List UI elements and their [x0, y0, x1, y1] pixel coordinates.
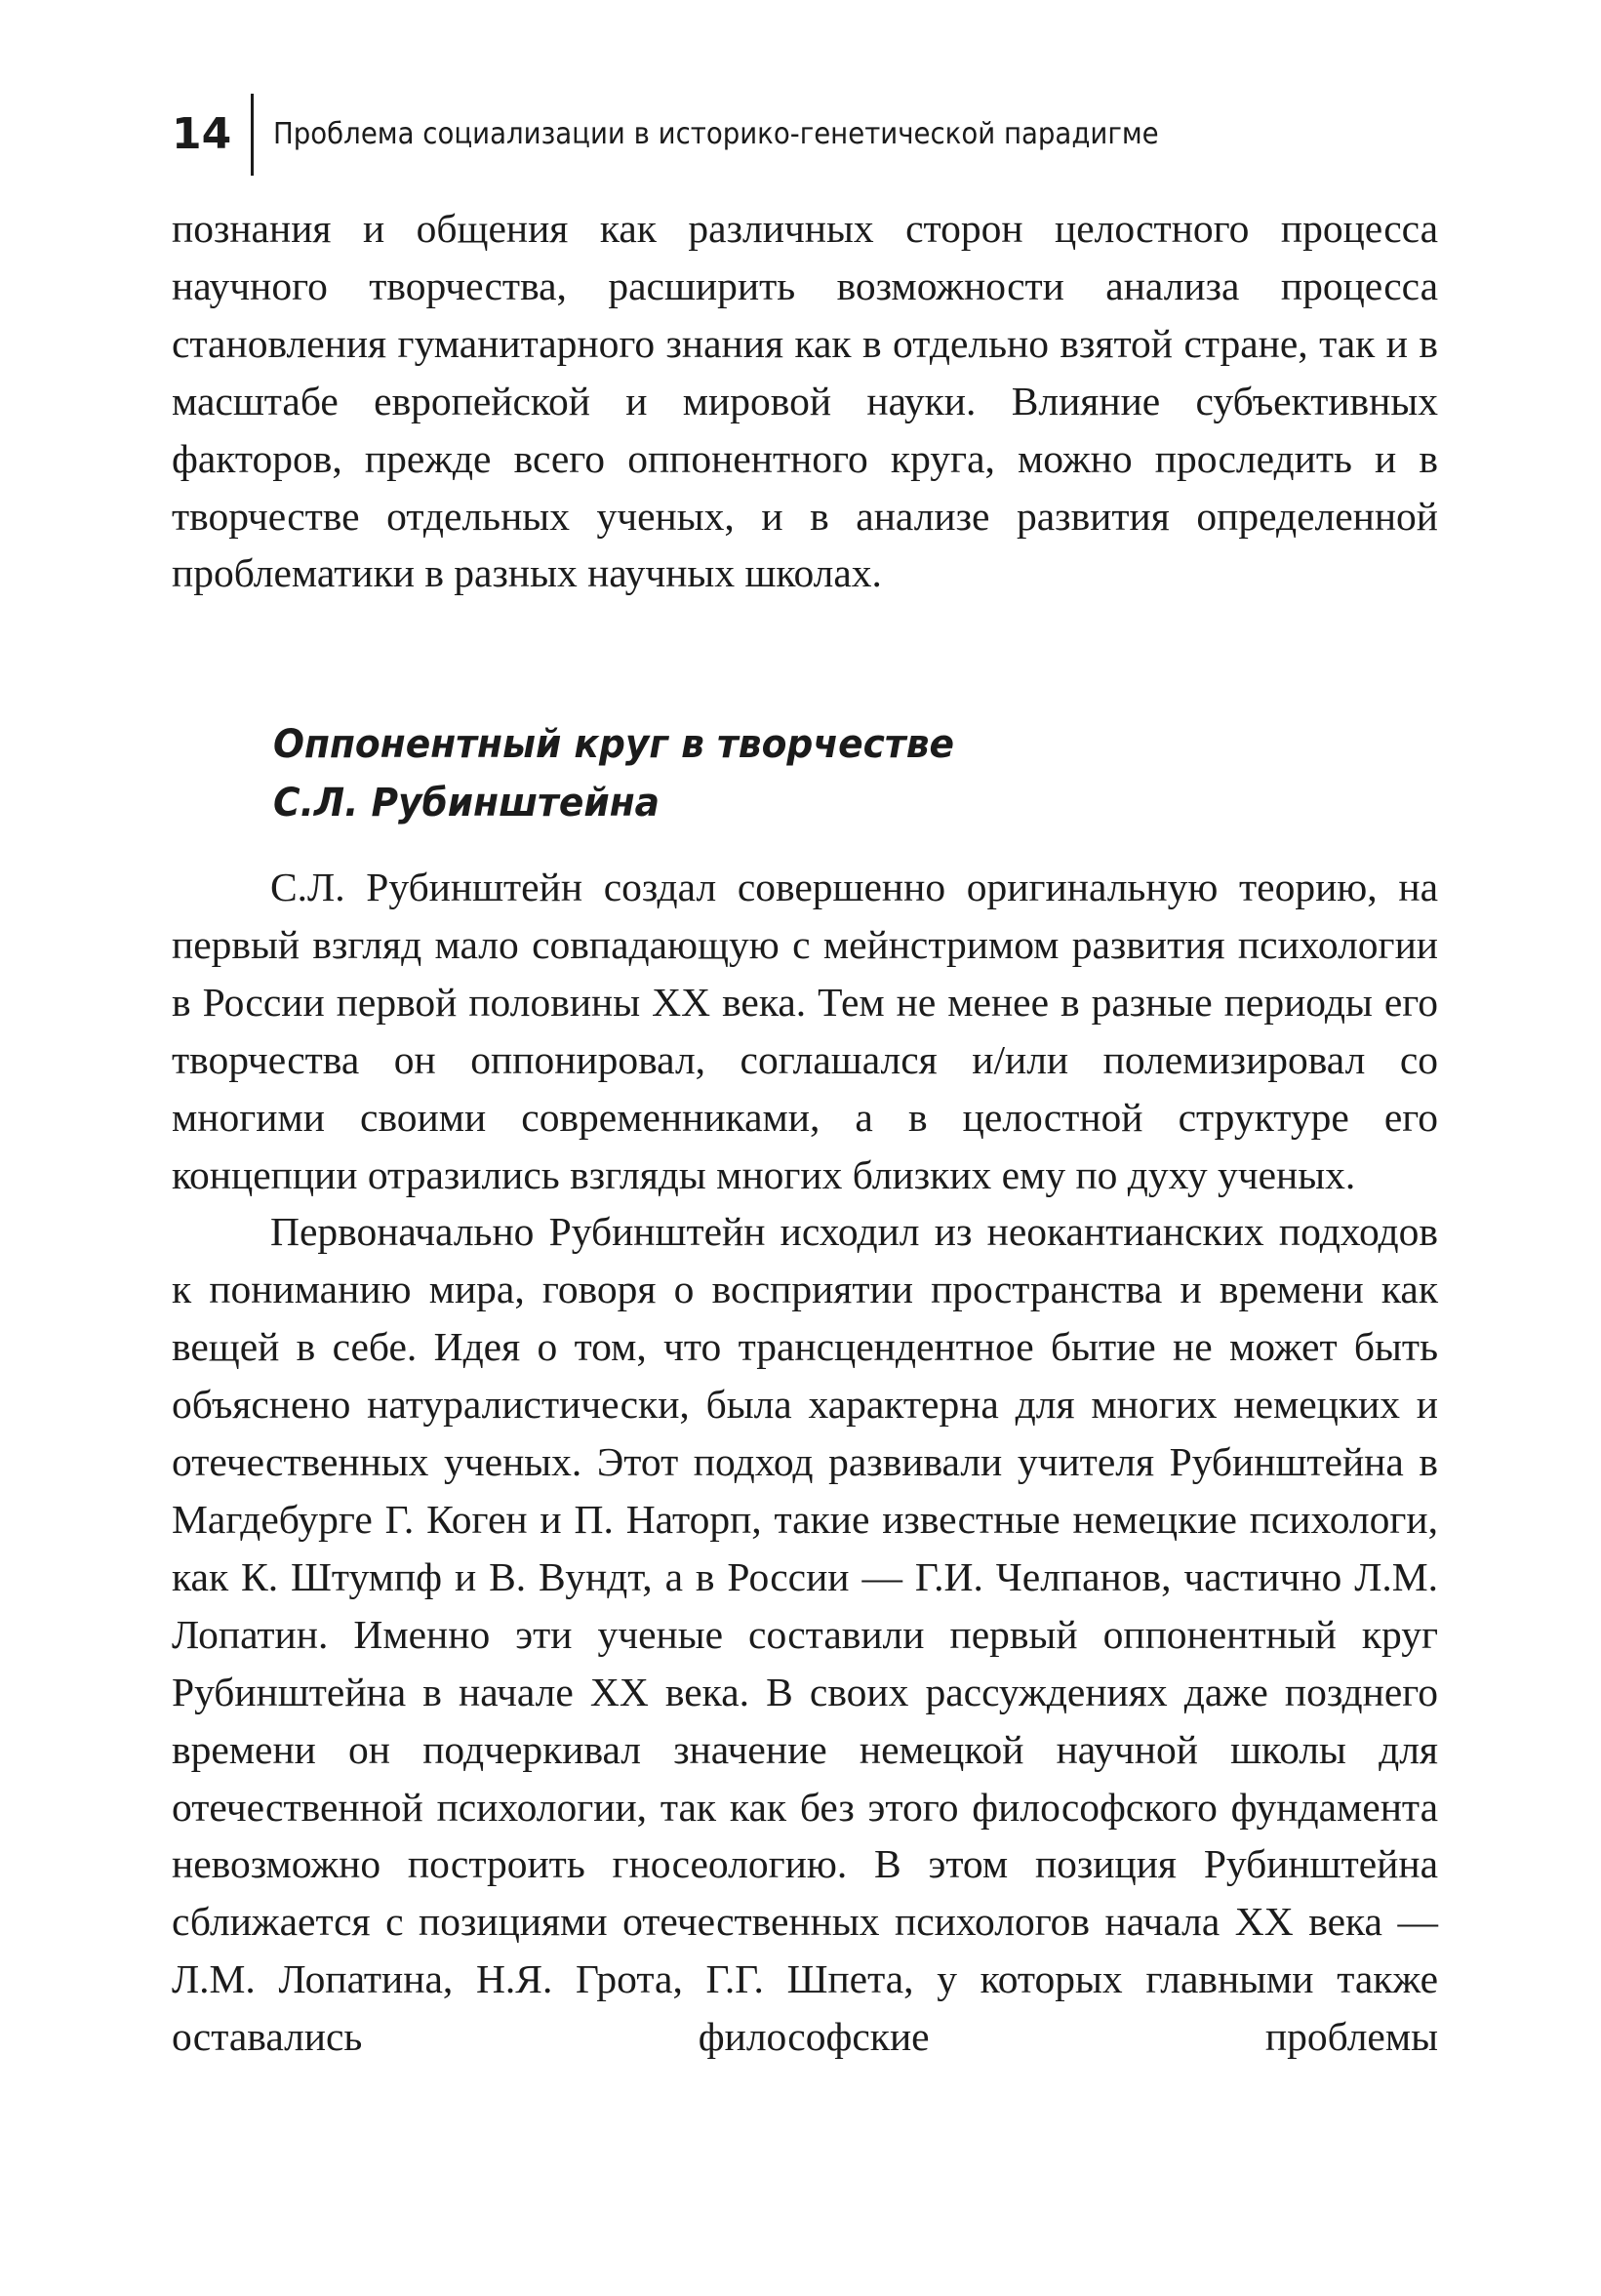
running-header: [172, 94, 1440, 176]
paragraph: С.Л. Рубинштейн создал совершенно оригинальную теорию, на первый взгляд мало совпадающую с мейнстримом развития психологии в России первой половины XX века. Тем не менее в разные периоды его творчества он оппонировал, соглашался и/или полемизировал со многими своими современниками, а в целостной структуре его концепции отразились взгляды многих близких ему по духу ученых.: [172, 865, 1438, 1197]
header-divider: [251, 94, 254, 176]
section-heading-line: С.Л. Рубинштейна: [273, 781, 660, 826]
text-block-intro: [172, 200, 1438, 602]
section-heading: [273, 715, 1395, 832]
text-block-section: [172, 859, 1438, 2066]
paragraph: Первоначально Рубинштейн исходил из неокантианских подходов к пониманию мира, говоря о восприятии пространства и времени как вещей в себе. Идея о том, что трансцендентное бытие не может быть объяснено натуралистически, была характерна для многих немецких и отечественных ученых. Этот подход развивали учителя Рубинштейна в Магдебурге Г. Коген и П. Наторп, такие известные немецкие психологи, как К. Штумпф и В. Вундт, а в России — Г.И. Челпанов, частично Л.М. Лопатин. Именно эти ученые составили первый оппонентный круг Рубинштейна в начале XX века. В своих рассуждениях даже позднего времени он подчеркивал значение немецкой научной школы для отечественной психологии, так как без этого философского фундамента невозможно построить гносеологию. В этом позиция Рубинштейна сближается с позициями отечественных психологов начала XX века — Л.М. Лопатина, Н.Я. Грота, Г.Г. Шпета, у которых главными также оставались философские проблемы: [172, 1209, 1438, 2060]
section-heading-line: Оппонентный круг в творчестве: [273, 722, 955, 767]
paragraph: познания и общения как различных сторон целостного процесса научного творчества, расширить возможности анализа процесса становления гуманитарного знания как в отдельно взятой стране, так и в масштабе европейской и мировой науки. Влияние субъективных факторов, прежде всего оппонентного круга, можно проследить и в творчестве отдельных ученых, и в анализе развития определенной проблематики в разных научных школах.: [172, 206, 1438, 596]
running-title: Проблема социализации в историко-генетической парадигме: [273, 117, 1159, 151]
page-number: 14: [172, 109, 232, 159]
